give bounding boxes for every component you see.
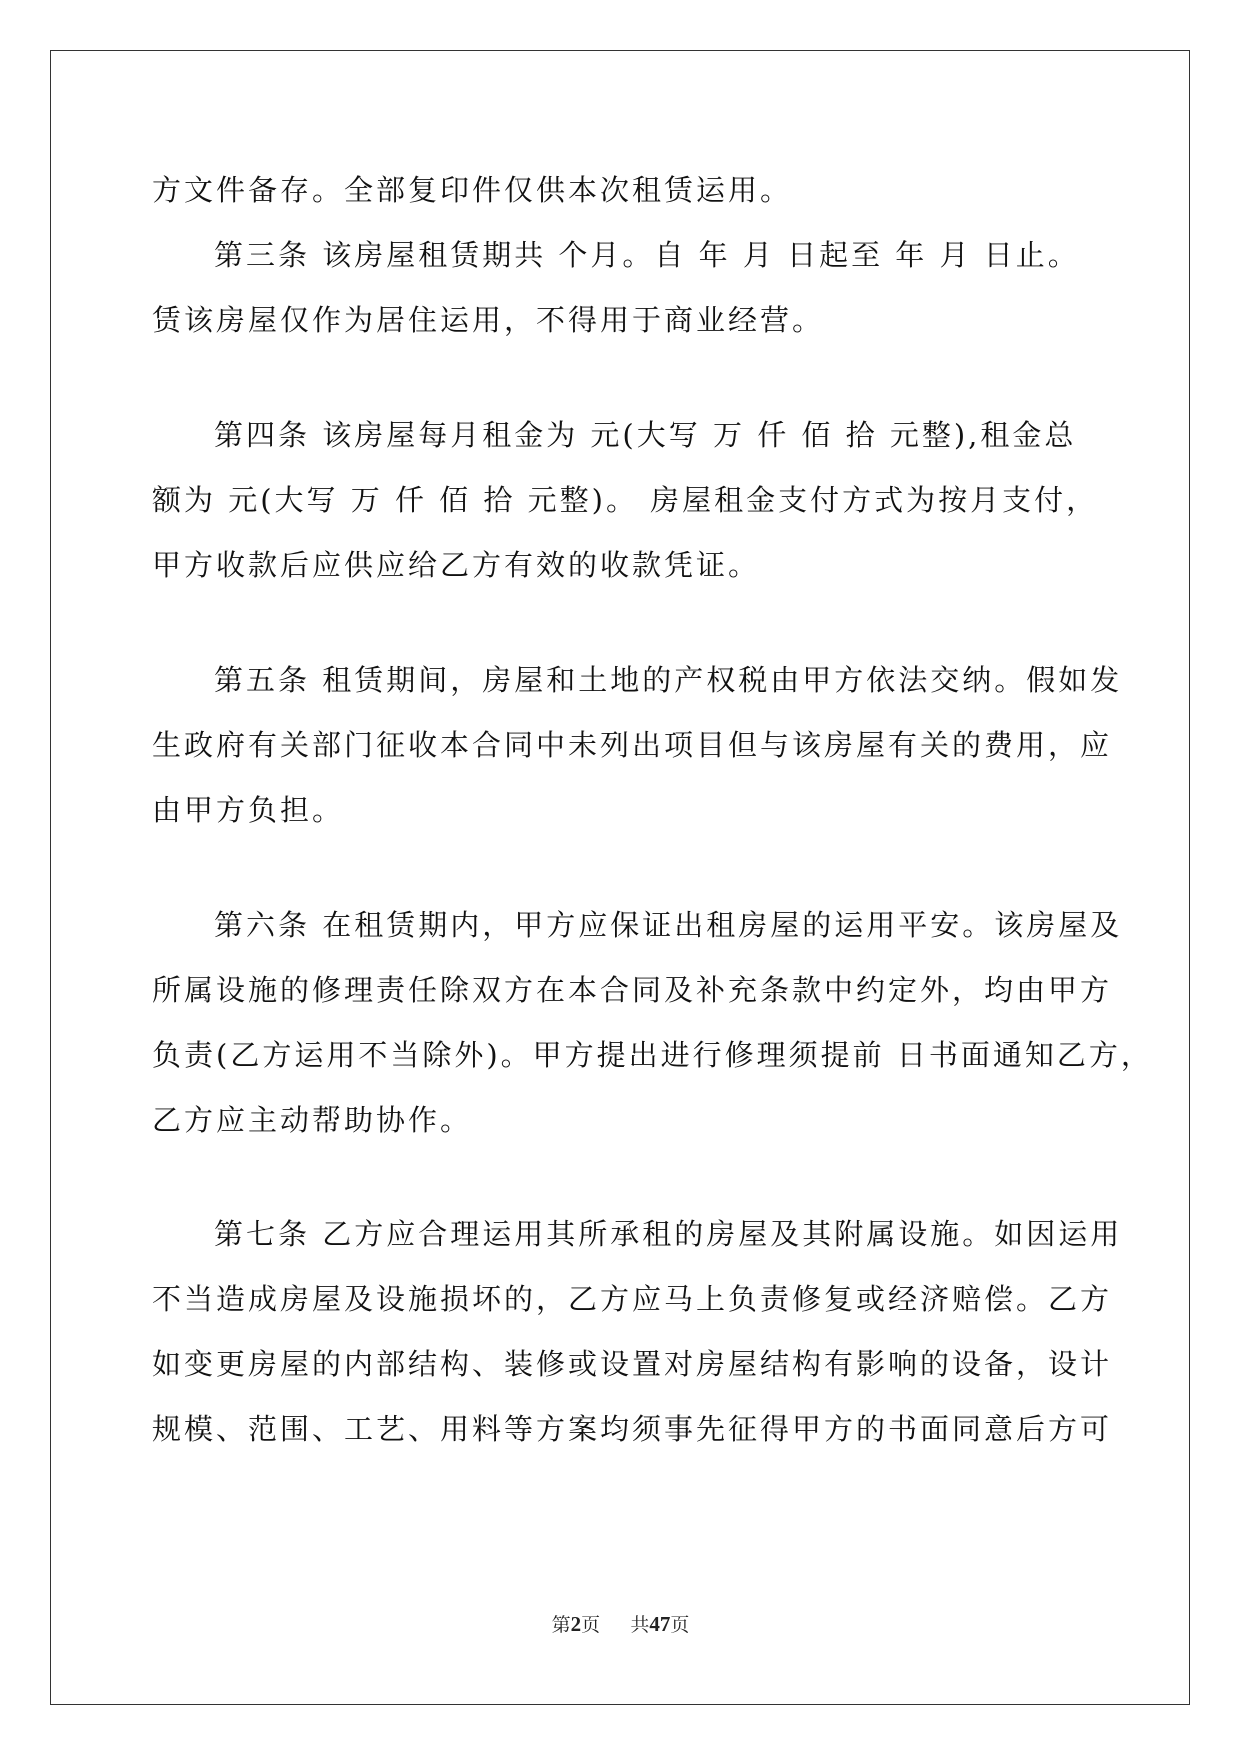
text-line-9: 由甲方负担。	[152, 793, 345, 827]
page-border	[50, 50, 1190, 1705]
text-line-14: 第七条 乙方应合理运用其所承租的房屋及其附属设施。如因运用	[214, 1217, 1123, 1251]
text-line-11: 所属设施的修理责任除双方在本合同及补充条款中约定外，均由甲方	[152, 973, 1113, 1007]
text-line-12: 负责(乙方运用不当除外)。甲方提出进行修理须提前 日书面通知乙方，	[152, 1038, 1153, 1072]
text-line-1: 方文件备存。全部复印件仅供本次租赁运用。	[152, 173, 793, 207]
text-line-3: 赁该房屋仅作为居住运用，不得用于商业经营。	[152, 303, 825, 337]
footer-total-prefix: 共	[630, 1614, 650, 1636]
text-line-2: 第三条 该房屋租赁期共 个月。自 年 月 日起至 年 月 日止。	[214, 238, 1080, 272]
footer-page-suffix: 页	[581, 1614, 601, 1636]
text-line-7: 第五条 租赁期间，房屋和土地的产权税由甲方依法交纳。假如发	[214, 663, 1123, 697]
text-line-8: 生政府有关部门征收本合同中未列出项目但与该房屋有关的费用，应	[152, 728, 1113, 762]
text-line-13: 乙方应主动帮助协作。	[152, 1103, 473, 1137]
text-line-17: 规模、范围、工艺、用料等方案均须事先征得甲方的书面同意后方可	[152, 1412, 1113, 1446]
footer-total-pages: 47	[649, 1612, 671, 1636]
text-line-16: 如变更房屋的内部结构、装修或设置对房屋结构有影响的设备，设计	[152, 1347, 1113, 1381]
text-line-15: 不当造成房屋及设施损坏的，乙方应马上负责修复或经济赔偿。乙方	[152, 1282, 1113, 1316]
page-footer	[0, 1612, 1241, 1637]
text-line-6: 甲方收款后应供应给乙方有效的收款凭证。	[152, 548, 761, 582]
footer-page-number: 2	[570, 1612, 582, 1636]
footer-total-suffix: 页	[670, 1614, 690, 1636]
text-line-4: 第四条 该房屋每月租金为 元(大写 万 仟 佰 拾 元整),租金总	[214, 418, 1077, 452]
text-line-5: 额为 元(大写 万 仟 佰 拾 元整)。 房屋租金支付方式为按月支付，	[152, 483, 1099, 517]
text-line-10: 第六条 在租赁期内，甲方应保证出租房屋的运用平安。该房屋及	[214, 908, 1123, 942]
footer-page-prefix: 第	[551, 1614, 571, 1636]
